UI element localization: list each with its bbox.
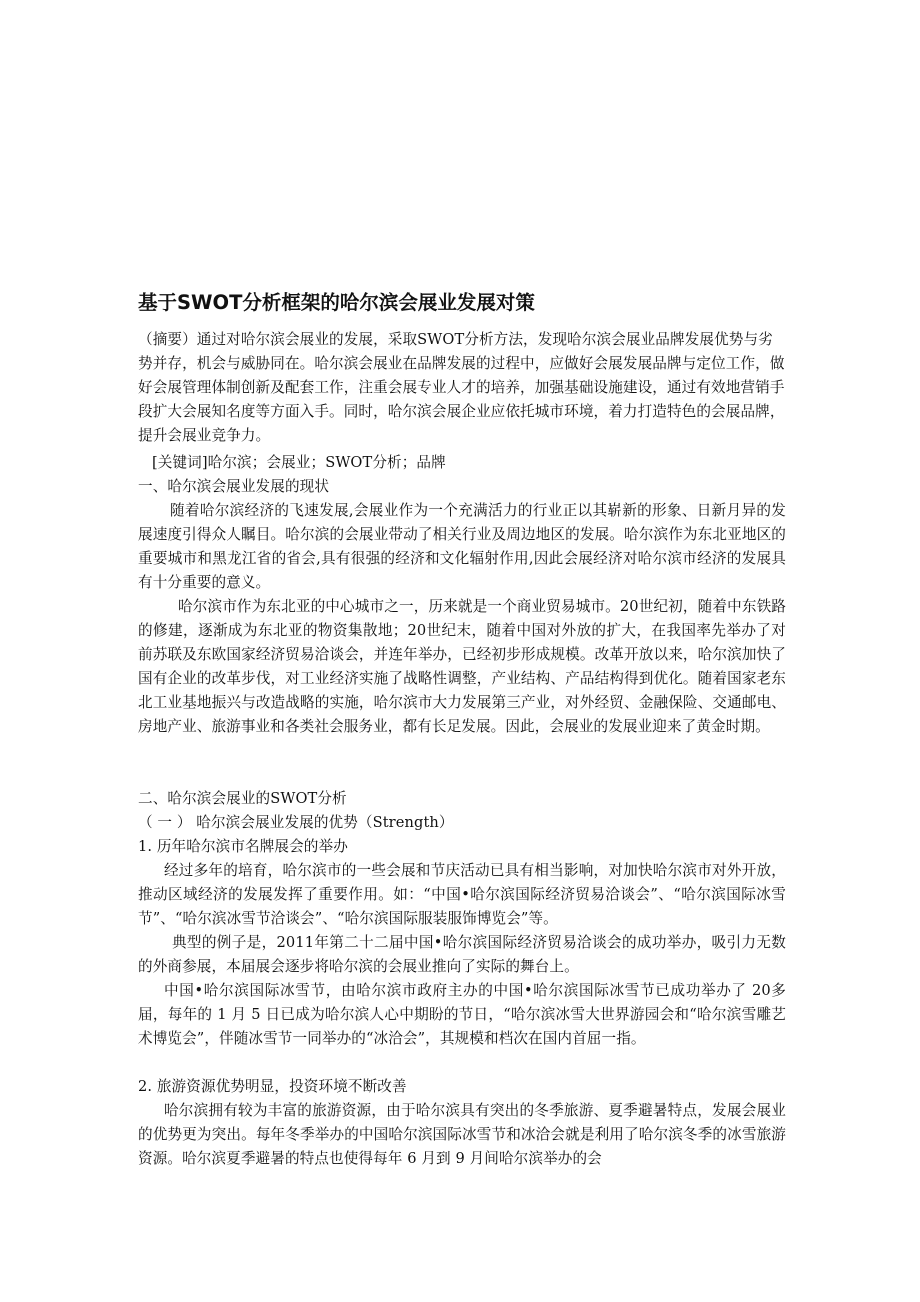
item1-paragraph-1: 经过多年的培育，哈尔滨市的一些会展和节庆活动已具有相当影响，对加快哈尔滨市对外开放，推动区域经济的发展发挥了重要作用。如：“中国•哈尔滨国际经济贸易洽谈会”、“哈尔滨国际冰雪节”、“哈尔滨冰雪节洽谈会”、“哈尔滨国际服装服饰博览会”等。 — [138, 862, 786, 927]
subsection-heading-strength: （ 一 ） 哈尔滨会展业发展的优势（Strength） — [138, 814, 454, 831]
section1-paragraph-2: 哈尔滨市作为东北亚的中心城市之一，历来就是一个商业贸易城市。20世纪初，随着中东铁路的修建，逐渐成为东北亚的物资集散地；20世纪末，随着中国对外放的扩大，在我国率先举办了对前苏联及东欧国家经济贸易洽谈会，并连年举办，已经初步形成规模。改革开放以来，哈尔滨加快了国有企业的改革步伐，对工业经济实施了战略性调整，产业结构、产品结构得到优化。随着国家老东北工业基地振兴与改造战略的实施，哈尔滨市大力发展第三产业，对外经贸、金融保险、交通邮电、房地产业、旅游事业和各类社会服务业，都有长足发展。因此，会展业的发展业迎来了黄金时期。 — [138, 598, 786, 735]
abstract-paragraph: （摘要）通过对哈尔滨会展业的发展，采取SWOT分析方法，发现哈尔滨会展业品牌发展优势与劣势并存，机会与威胁同在。哈尔滨会展业在品牌发展的过程中，应做好会展发展品牌与定位工作，做好会展管理体制创新及配套工作，注重会展专业人才的培养，加强基础设施建设，通过有效地营销手段扩大会展知名度等方面入手。同时，哈尔滨会展企业应依托城市环境，着力打造特色的会展品牌，提升会展业竞争力。 — [138, 331, 785, 444]
document-title: 基于SWOT分析框架的哈尔滨会展业发展对策 — [138, 291, 535, 314]
keywords-line: [关键词]哈尔滨；会展业；SWOT分析；品牌 — [152, 454, 446, 471]
section-heading-status: 一、哈尔滨会展业发展的现状 — [138, 478, 330, 495]
item1-paragraph-2: 典型的例子是，2011年第二十二届中国•哈尔滨国际经济贸易洽谈会的成功举办，吸引力无数的外商参展，本届展会逐步将哈尔滨的会展业推向了实际的舞台上。 — [138, 934, 786, 975]
section1-paragraph-1: 随着哈尔滨经济的飞速发展,会展业作为一个充满活力的行业正以其崭新的形象、日新月异的发展速度引得众人瞩目。哈尔滨的会展业带动了相关行业及周边地区的发展。哈尔滨作为东北亚地区的重要城市和黑龙江省的省会,具有很强的经济和文化辐射作用,因此会展经济对哈尔滨市经济的发展具有十分重要的意义。 — [138, 502, 786, 591]
item-heading-1: 1. 历年哈尔滨市名牌展会的举办 — [138, 838, 348, 855]
item-heading-2: 2. 旅游资源优势明显，投资环境不断改善 — [138, 1078, 407, 1095]
item1-paragraph-3: 中国•哈尔滨国际冰雪节，由哈尔滨市政府主办的中国•哈尔滨国际冰雪节已成功举办了 20多届，每年的 1 月 5 日已成为哈尔滨人心中期盼的节日，“哈尔滨冰雪大世界游园会和“哈尔滨雪雕艺术博览会”，伴随冰雪节一同举办的“冰洽会”，其规模和档次在国内首屈一指。 — [138, 982, 786, 1047]
section-heading-swot: 二、哈尔滨会展业的SWOT分析 — [138, 790, 347, 807]
item2-paragraph-1: 哈尔滨拥有较为丰富的旅游资源，由于哈尔滨具有突出的冬季旅游、夏季避暑特点，发展会展业的优势更为突出。每年冬季举办的中国哈尔滨国际冰雪节和冰洽会就是利用了哈尔滨冬季的冰雪旅游资源。哈尔滨夏季避暑的特点也使得每年 6 月到 9 月间哈尔滨举办的会 — [138, 1102, 786, 1167]
